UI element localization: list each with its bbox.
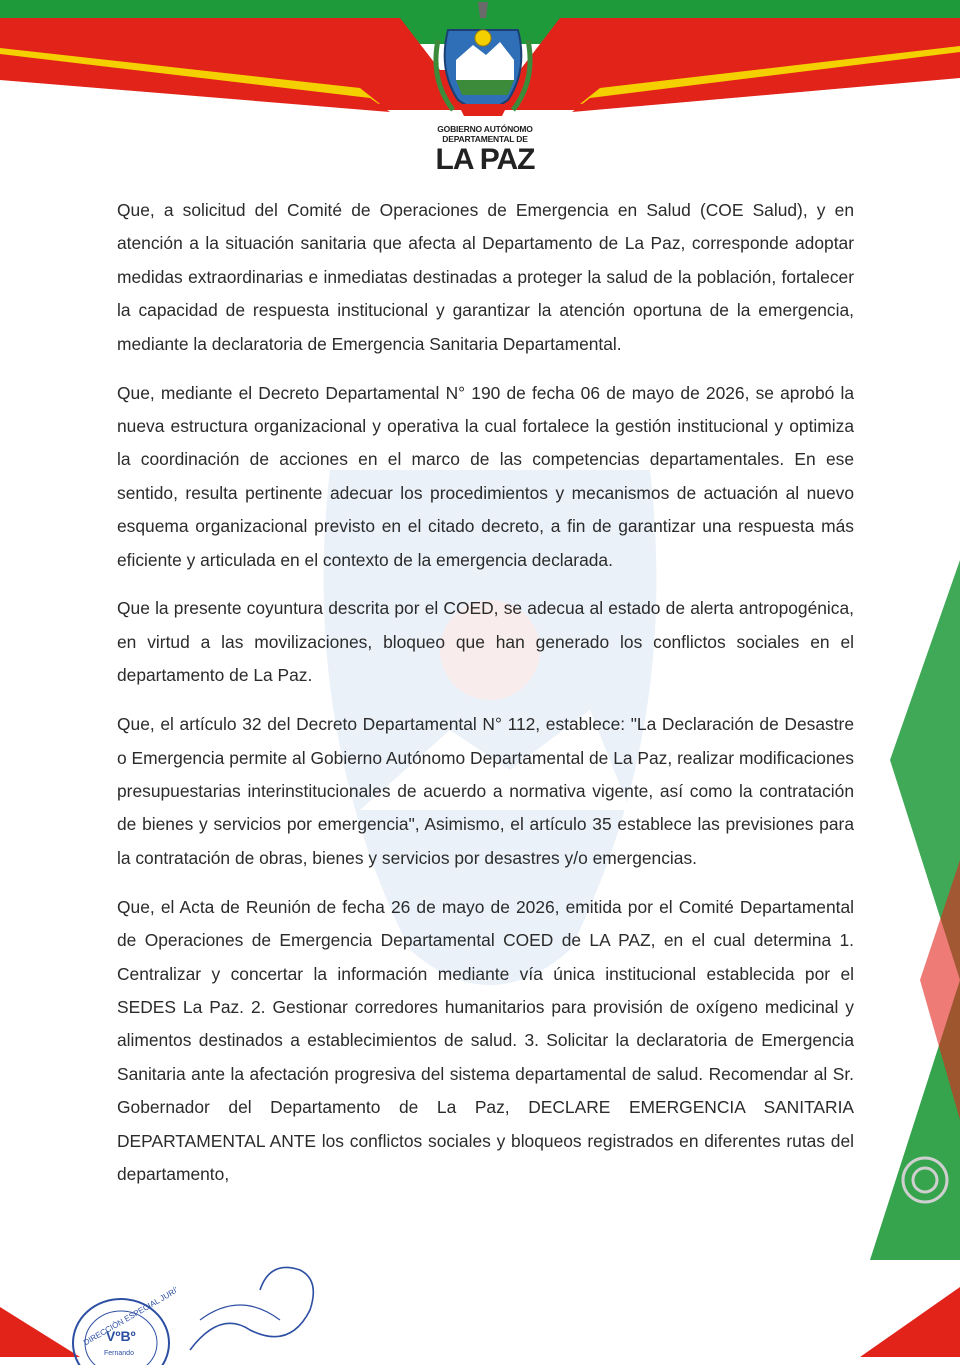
paragraph: Que, a solicitud del Comité de Operaciones de Emergencia en Salud (COE Salud), y en atención a la situación sanitaria que afecta al Departamento de La Paz, corresponde adoptar medidas extraordinarias e inmediatas destinadas a proteger la salud de la población, fortalecer la capacidad de respuesta institucional y garantizar la atención oportuna de la emergencia, mediante la declaratoria de Emergencia Sanitaria Departamental. (117, 200, 854, 354)
stamp-signer: Fernando (104, 1350, 134, 1357)
org-line-1: GOBIERNO AUTÓNOMO (437, 124, 533, 134)
document-body (117, 194, 854, 1207)
paragraph: Que, el Acta de Reunión de fecha 26 de mayo de 2026, emitida por el Comité Departamental de Operaciones de Emergencia Departamental COED de LA PAZ, en el cual determina 1. Centralizar y concertar la información mediante vía única institucional establecida por el SEDES La Paz. 2. Gestionar corredores humanitarios para provisión de oxígeno medicinal y alimentos destinados a establecimientos de salud. 3. Solicitar la declaratoria de Emergencia Sanitaria ante la afectación progresiva del sistema departamental de salud. Recomendar al Sr. Gobernador del Departamento de La Paz, DECLARE EMERGENCIA SANITARIA DEPARTAMENTAL ANTE los conflictos sociales y bloqueos registrados en diferentes rutas del departamento, (117, 896, 854, 1184)
official-stamp (66, 1285, 176, 1365)
paragraph: Que la presente coyuntura descrita por el COED, se adecua al estado de alerta antropogénica, en virtud a las movilizaciones, bloqueo que han generado los conflictos sociales en el departamento de La Paz. (117, 598, 854, 686)
organization-name (400, 124, 570, 175)
paragraph: Que, el artículo 32 del Decreto Departamental N° 112, establece: "La Declaración de Desastre o Emergencia permite al Gobierno Autónomo Departamental de La Paz, realizar modificaciones presupuestarias interinstitucionales de acuerdo a normativa vigente, así como la contratación de bienes y servicios por emergencia", Asimismo, el artículo 35 establece las previsiones para la contratación de obras, bienes y servicios por desastres y/o emergencias. (117, 714, 854, 868)
coat-of-arms-icon (428, 0, 538, 130)
org-line-2: DEPARTAMENTAL DE (442, 134, 528, 144)
paragraph: Que, mediante el Decreto Departamental N° 190 de fecha 06 de mayo de 2026, se aprobó la nueva estructura organizacional y operativa la cual fortalece la gestión institucional y optimiza la coordinación de acciones en el marco de las competencias departamentales. En ese sentido, resulta pertinente adecuar los procedimientos y mecanismos de actuación al nuevo esquema organizacional previsto en el citado decreto, a fin de garantizar una respuesta más eficiente y articulada en el contexto de la emergencia declarada. (117, 382, 854, 570)
org-title: LA PAZ (435, 143, 535, 176)
signature (180, 1250, 340, 1360)
stamp-text-top: DIRECCIÓN ESPECIAL JURÍDICA (81, 1285, 176, 1348)
stamp-text-center: VºBº (106, 1328, 136, 1344)
